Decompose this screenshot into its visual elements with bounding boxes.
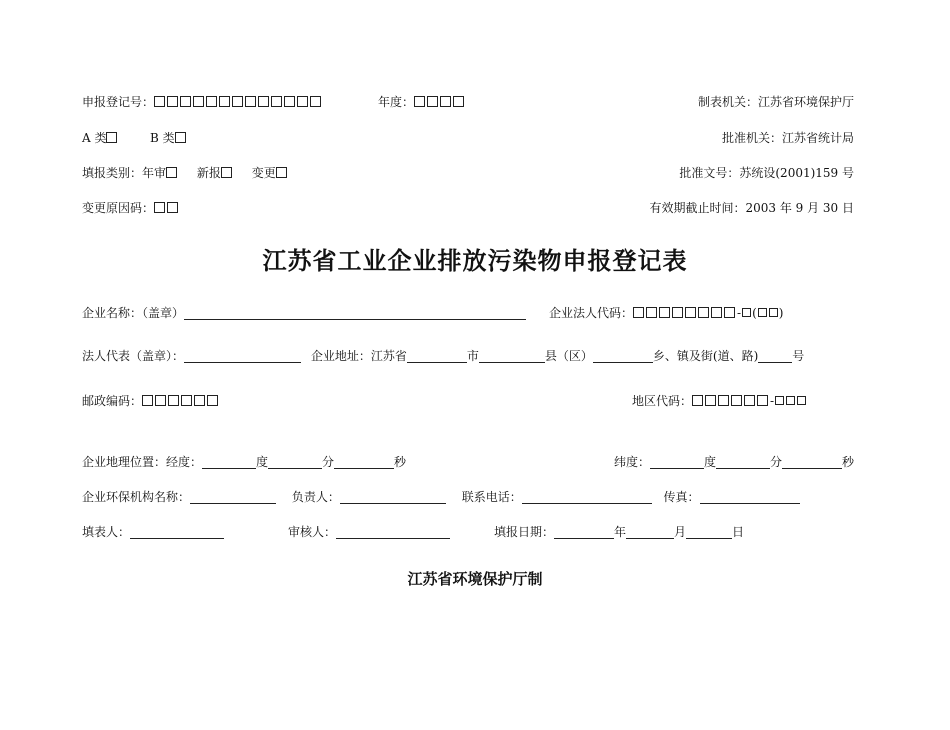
digit-box[interactable]: [705, 395, 716, 406]
digit-box[interactable]: [427, 96, 438, 107]
lat-label: 纬度：: [613, 455, 650, 469]
digit-box[interactable]: [258, 96, 269, 107]
month-unit: 月: [674, 525, 687, 539]
digit-box[interactable]: [685, 307, 696, 318]
year-boxes[interactable]: [414, 95, 466, 109]
class-b-label: B 类: [150, 131, 175, 145]
degree-label: 度: [256, 455, 269, 469]
county-label: 县（区）: [544, 349, 593, 363]
class-a-checkbox[interactable]: [106, 132, 117, 143]
header-row-3: [82, 164, 854, 182]
digit-box[interactable]: [232, 96, 243, 107]
digit-box[interactable]: [181, 395, 192, 406]
lon-minute-input[interactable]: [268, 455, 322, 469]
digit-box[interactable]: [698, 307, 709, 318]
company-name-label: 企业名称：（盖章）: [82, 306, 185, 320]
env-org-input[interactable]: [190, 490, 276, 504]
digit-box[interactable]: [168, 395, 179, 406]
company-row: [82, 304, 854, 322]
minute-label: 分: [769, 455, 782, 469]
digit-box[interactable]: [155, 395, 166, 406]
postal-label: 邮政编码：: [82, 394, 143, 408]
env-org-row: [82, 488, 854, 506]
phone-label: 联系电话：: [461, 490, 522, 504]
legal-rep-label: 法人代表（盖章）：: [82, 349, 185, 363]
digit-box[interactable]: [672, 307, 683, 318]
page-title: 江苏省工业企业排放污染物申报登记表: [262, 246, 688, 275]
filler-row: [82, 523, 854, 541]
approval-no: 批准文号：苏统设(2001)159 号: [679, 166, 854, 180]
date-label: 填报日期：: [494, 525, 555, 539]
digit-box[interactable]: [194, 395, 205, 406]
region-suffix-box[interactable]: [775, 396, 784, 405]
digit-box[interactable]: [297, 96, 308, 107]
change-label: 变更: [251, 166, 276, 180]
digit-box[interactable]: [724, 307, 735, 318]
digit-box[interactable]: [207, 395, 218, 406]
day-unit: 日: [732, 525, 745, 539]
digit-box[interactable]: [219, 96, 230, 107]
header-row-4: [82, 199, 854, 217]
new-checkbox[interactable]: [221, 167, 232, 178]
digit-box[interactable]: [718, 395, 729, 406]
address-label: 企业地址：江苏省: [310, 349, 407, 363]
phone-input[interactable]: [522, 490, 652, 504]
digit-box[interactable]: [154, 96, 165, 107]
minute-label: 分: [322, 455, 335, 469]
change-reason: [82, 199, 180, 217]
second-label: 秒: [394, 455, 407, 469]
class-b: [150, 129, 188, 147]
fax-input[interactable]: [700, 490, 800, 504]
number-input[interactable]: [758, 349, 792, 363]
region-suffix-box[interactable]: [797, 396, 806, 405]
digit-box[interactable]: [180, 96, 191, 107]
year-label: 年度：: [378, 95, 415, 109]
annual-label: 年审: [142, 166, 167, 180]
digit-box[interactable]: [440, 96, 451, 107]
day-input[interactable]: [686, 525, 732, 539]
validity: 有效期截止时间：2003 年 9 月 30 日: [649, 201, 854, 215]
lat-second-input[interactable]: [782, 455, 842, 469]
responsible-input[interactable]: [340, 490, 446, 504]
lat-minute-input[interactable]: [716, 455, 770, 469]
region-code: 地区代码： -: [632, 392, 807, 410]
digit-box[interactable]: [757, 395, 768, 406]
legal-rep-field: [82, 347, 804, 365]
lon-degree-input[interactable]: [202, 455, 256, 469]
longitude: [82, 453, 406, 471]
digit-box[interactable]: [193, 96, 204, 107]
digit-box[interactable]: [633, 307, 644, 318]
reviewer-field: [288, 523, 450, 541]
legal-code: 企业法人代码： - ( ): [549, 306, 784, 320]
filler-label: 填表人：: [82, 525, 131, 539]
second-label: 秒: [841, 455, 854, 469]
county-input[interactable]: [479, 349, 545, 363]
region-suffix-box[interactable]: [786, 396, 795, 405]
annual-checkbox[interactable]: [166, 167, 177, 178]
class-a: [82, 129, 119, 147]
digit-box[interactable]: [731, 395, 742, 406]
approver: 批准机关：江苏省统计局: [721, 131, 854, 145]
env-org-label: 企业环保机构名称：: [82, 490, 191, 504]
lat-degree-input[interactable]: [650, 455, 704, 469]
legal-code-label: 企业法人代码：: [549, 306, 634, 320]
month-input[interactable]: [626, 525, 674, 539]
region-boxes[interactable]: [692, 394, 770, 408]
legal-code-boxes[interactable]: [633, 306, 737, 320]
digit-box[interactable]: [284, 96, 295, 107]
postal-boxes[interactable]: [142, 394, 220, 408]
year-field: [378, 93, 466, 111]
digit-box[interactable]: [646, 307, 657, 318]
reg-no-field: [82, 93, 323, 111]
header-row-2: [82, 129, 854, 147]
reviewer-input[interactable]: [336, 525, 450, 539]
change-reason-label: 变更原因码：: [82, 201, 155, 215]
year-input[interactable]: [554, 525, 614, 539]
fax-label: 传真：: [663, 490, 700, 504]
filler-input[interactable]: [130, 525, 224, 539]
geo-row: [82, 453, 854, 471]
town-input[interactable]: [593, 349, 653, 363]
latitude: [614, 453, 854, 471]
header-row-1: [82, 93, 854, 111]
suffix-box[interactable]: [769, 308, 778, 317]
postal-row: [82, 392, 854, 410]
reason-box[interactable]: [167, 202, 178, 213]
check-digit-box[interactable]: [742, 308, 751, 317]
company-name: [82, 304, 526, 322]
new-label: 新报: [196, 166, 221, 180]
class-a-label: A 类: [82, 131, 107, 145]
digit-box[interactable]: [142, 395, 153, 406]
legal-rep-input[interactable]: [184, 349, 301, 363]
reg-no-boxes[interactable]: [154, 95, 323, 109]
city-input[interactable]: [407, 349, 467, 363]
issuer: 制表机关：江苏省环境保护厅: [697, 95, 854, 109]
town-label: 乡、镇及街(道、路): [652, 349, 759, 363]
digit-box[interactable]: [453, 96, 464, 107]
fill-type: [82, 164, 289, 182]
lon-second-input[interactable]: [334, 455, 394, 469]
reason-box[interactable]: [154, 202, 165, 213]
city-label: 市: [466, 349, 479, 363]
reg-no-label: 申报登记号：: [82, 95, 155, 109]
responsible-label: 负责人：: [291, 490, 340, 504]
digit-box[interactable]: [692, 395, 703, 406]
digit-box[interactable]: [245, 96, 256, 107]
fill-type-label: 填报类别：: [82, 166, 143, 180]
postal-field: [82, 392, 220, 410]
legal-rep-row: [82, 347, 854, 365]
degree-label: 度: [703, 455, 716, 469]
date-field: [494, 523, 744, 541]
digit-box[interactable]: [167, 96, 178, 107]
year-unit: 年: [614, 525, 627, 539]
digit-box[interactable]: [310, 96, 321, 107]
digit-box[interactable]: [711, 307, 722, 318]
digit-box[interactable]: [659, 307, 670, 318]
filler-field: [82, 523, 224, 541]
digit-box[interactable]: [271, 96, 282, 107]
reviewer-label: 审核人：: [288, 525, 337, 539]
class-b-checkbox[interactable]: [175, 132, 186, 143]
company-name-input[interactable]: [184, 306, 526, 320]
digit-box[interactable]: [206, 96, 217, 107]
footer-issuer: 江苏省环境保护厅制: [407, 570, 543, 588]
digit-box[interactable]: [414, 96, 425, 107]
suffix-box[interactable]: [758, 308, 767, 317]
geo-label: 企业地理位置：经度：: [82, 455, 203, 469]
digit-box[interactable]: [744, 395, 755, 406]
env-org-field: [82, 488, 800, 506]
number-label: 号: [792, 349, 805, 363]
change-checkbox[interactable]: [276, 167, 287, 178]
region-code-label: 地区代码：: [632, 394, 693, 408]
